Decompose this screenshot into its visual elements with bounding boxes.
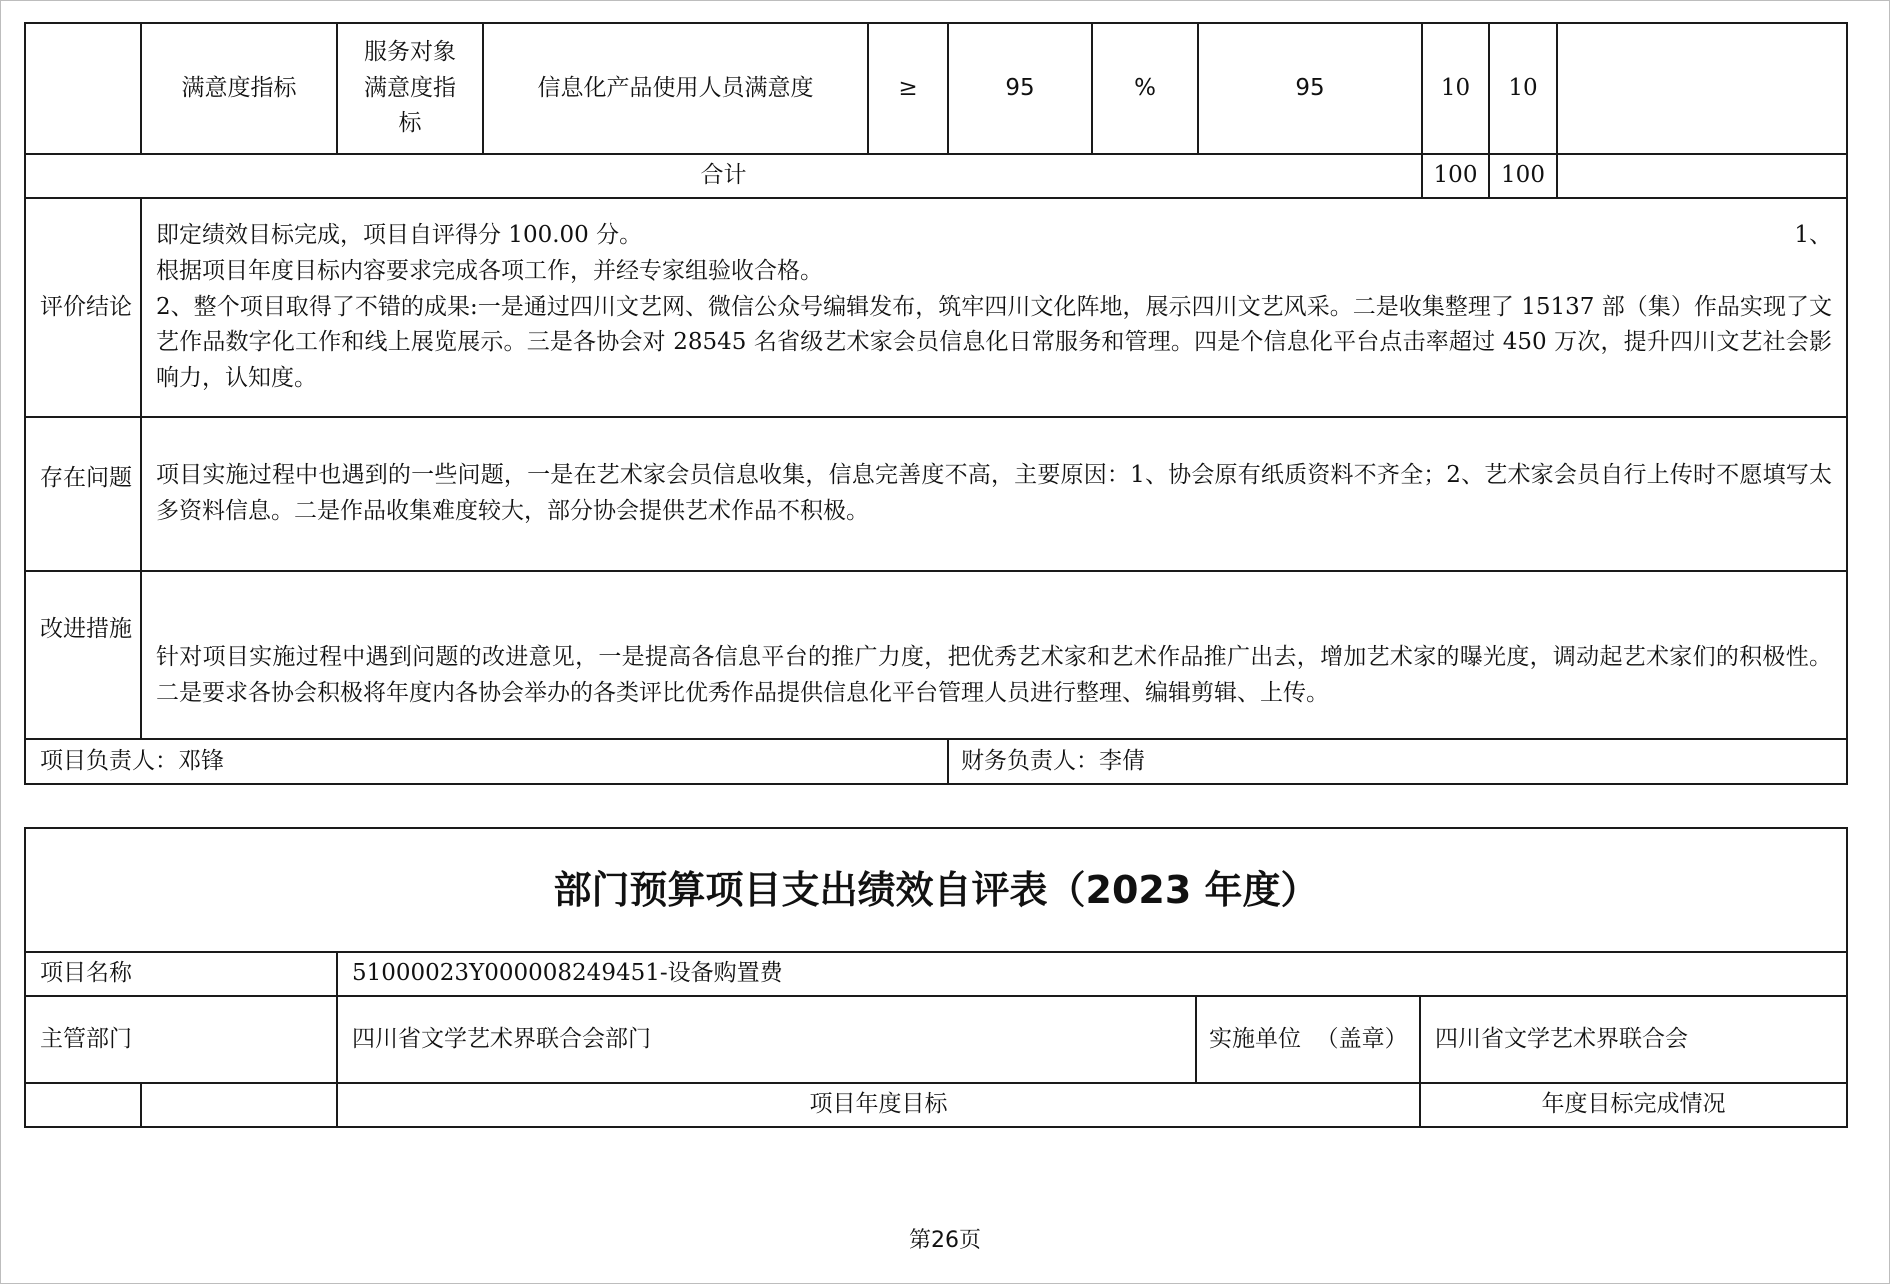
improvements-label: 改进措施 [25,571,141,739]
problems-row [25,417,1847,571]
dept-value: 四川省文学艺术界联合会部门 [337,996,1196,1083]
evaluation-label: 评价结论 [25,198,141,417]
evaluation-line-1-right: 1、 [1794,222,1832,249]
evaluation-line-2: 根据项目年度目标内容要求完成各项工作，并经专家组验收合格。 [156,258,823,285]
indicator-row-category-cell [25,23,141,154]
dept-label: 主管部门 [25,996,337,1083]
total-row [25,154,1847,198]
project-name-label: 项目名称 [25,952,337,996]
goal-header: 项目年度目标 [337,1083,1420,1127]
improvements-row [25,571,1847,739]
department-row [25,996,1847,1083]
status-header: 年度目标完成情况 [1420,1083,1847,1127]
project-name-row [25,952,1847,996]
evaluation-text [141,198,1847,417]
self-evaluation-form [24,827,1848,1128]
indicator-target-cell: 95 [948,23,1092,154]
total-weight: 100 [1422,154,1489,198]
improvements-text: 针对项目实施过程中遇到问题的改进意见，一是提高各信息平台的推广力度，把优秀艺术家和艺术作品推广出去，增加艺术家的曝光度，调动起艺术家们的积极性。二是要求各协会积极将年度内各协会举办的各类评比优秀作品提供信息化平台管理人员进行整理、编辑剪辑、上传。 [141,571,1847,739]
evaluation-line-1 [156,218,1832,254]
evaluation-row [25,198,1847,417]
form-title-row [25,828,1847,952]
indicator-level3-cell: 服务对象满意度指标 [337,23,483,154]
page-title: 部门预算项目支出绩效自评表（2023 年度） [25,828,1847,952]
total-score: 100 [1489,154,1557,198]
finance-lead: 财务负责人：李倩 [948,739,1847,784]
total-label: 合计 [25,154,1422,198]
goal-header-blank-2 [141,1083,337,1127]
evaluation-line-3: 2、整个项目取得了不错的成果:一是通过四川文艺网、微信公众号编辑发布，筑牢四川文化阵地，展示四川文艺风采。二是收集整理了 15137 部（集）作品实现了文艺作品数字化工作和线上展览展示。三是各协会对 28545 名省级艺术家会员信息化日常服务和管理。四是个信息化平台点击率超过 450 万次，提升四川文艺社会影响力，认知度。 [156,293,1832,391]
evaluation-line-1-left: 即定绩效目标完成，项目自评得分 100.00 分。 [156,222,643,249]
indicator-score-cell: 10 [1489,23,1557,154]
total-note [1557,154,1847,198]
page-number: 第26页 [909,1228,981,1253]
goal-header-row [25,1083,1847,1127]
impl-unit-value: 四川省文学艺术界联合会 [1420,996,1847,1083]
signature-row [25,739,1847,784]
impl-unit-label: 实施单位 （盖章） [1196,996,1420,1083]
indicator-level2-cell: 满意度指标 [141,23,337,154]
indicator-weight-cell: 10 [1422,23,1489,154]
project-name-value: 51000023Y000008249451-设备购置费 [337,952,1847,996]
indicator-operator-cell: ≥ [868,23,948,154]
indicator-actual-cell: 95 [1198,23,1422,154]
indicator-name-cell: 信息化产品使用人员满意度 [483,23,868,154]
evaluation-table-continued [24,22,1848,785]
indicator-unit-cell: % [1092,23,1198,154]
indicator-row [25,23,1847,154]
goal-header-blank-1 [25,1083,141,1127]
project-lead: 项目负责人：邓锋 [25,739,948,784]
indicator-note-cell [1557,23,1847,154]
problems-text: 项目实施过程中也遇到的一些问题，一是在艺术家会员信息收集，信息完善度不高，主要原因：1、协会原有纸质资料不齐全；2、艺术家会员自行上传时不愿填写太多资料信息。二是作品收集难度较大，部分协会提供艺术作品不积极。 [141,417,1847,571]
problems-label: 存在问题 [25,417,141,571]
